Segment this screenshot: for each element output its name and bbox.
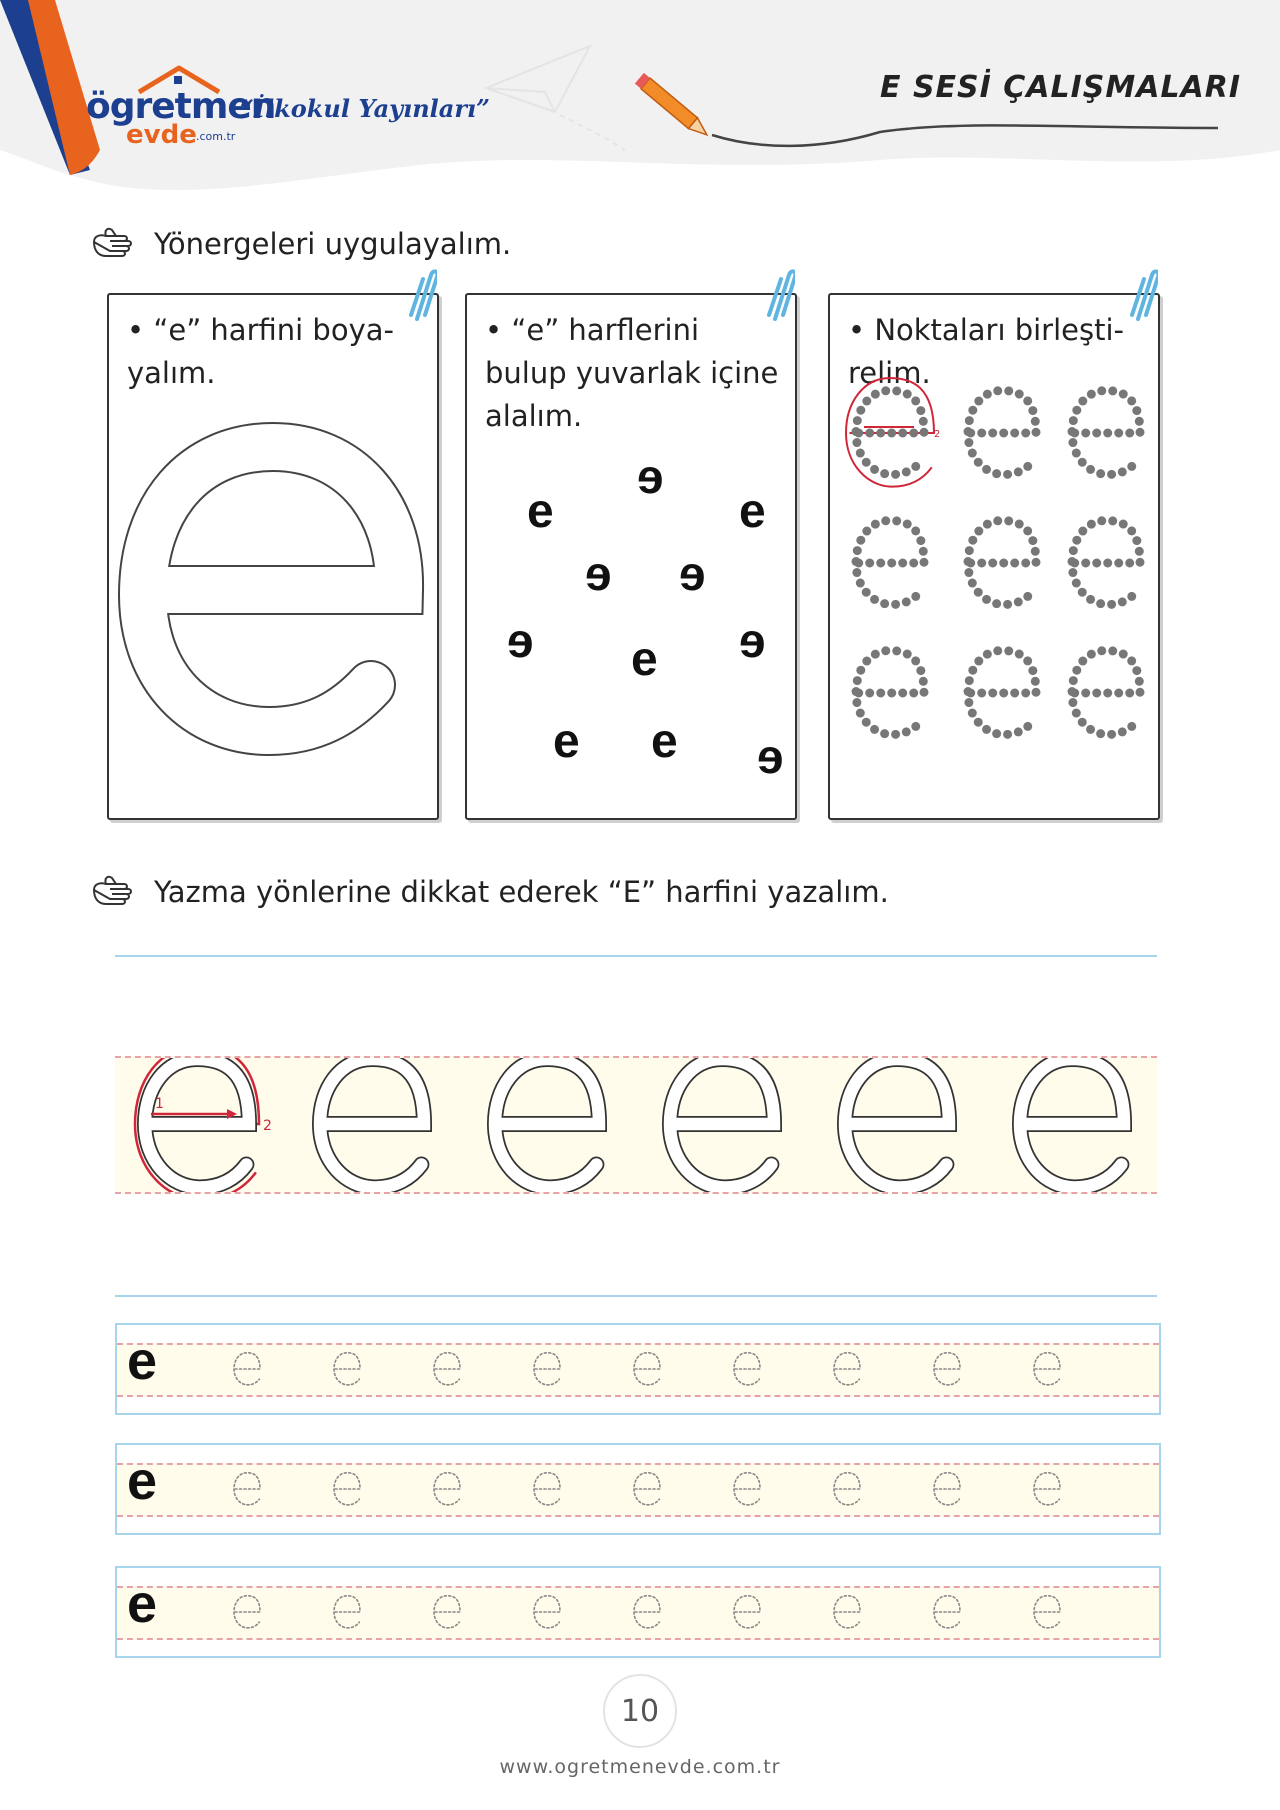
instruction-2-text: Yazma yönlerine dikkat ederek “E” harfini yazalım. [154,875,889,909]
logo [86,70,490,160]
page-title: E SESİ ÇALIŞMALARI [880,70,1242,105]
letter-e-mirrored[interactable]: ɘ [507,615,534,668]
trace-band [115,1056,1157,1194]
big-letter-e-outline[interactable] [109,295,437,818]
dotted-letter-e[interactable] [968,651,1036,735]
dotted-trace-e[interactable] [334,1596,360,1628]
letter-e-mirrored[interactable]: ɘ [679,548,706,601]
dotted-letter-e[interactable] [968,521,1036,605]
practice-row-1[interactable] [115,1323,1161,1415]
letter-e-target[interactable]: e [527,485,554,538]
dotted-trace-e[interactable] [834,1473,860,1505]
logo-sub: evde [126,120,197,150]
page-number: 10 [603,1674,677,1748]
dotted-trace-letters[interactable] [117,1325,1159,1413]
letter-e-mirrored[interactable]: ɘ [757,731,784,784]
model-letter: e [127,1574,158,1634]
card-color-letter [107,293,439,820]
logo-domain: .com.tr [196,130,236,143]
guide-line-top [115,955,1157,957]
dotted-trace-e[interactable] [634,1353,660,1385]
outline-letter-e[interactable] [1020,1059,1124,1187]
footer-url: www.ogretmenevde.com.tr [499,1756,781,1778]
model-letter: e [127,1451,158,1511]
paper-clip-icon [767,269,795,321]
card-2-text: • “e” harflerini bulup yuvarlak içine alalım. [485,313,779,433]
outline-letter-e[interactable] [320,1059,424,1187]
logo-tagline: “İlkokul Yayınları” [240,94,490,123]
dotted-trace-e[interactable] [1034,1473,1060,1505]
dotted-trace-letters[interactable] [117,1445,1159,1533]
pointing-hand-icon [90,224,140,264]
practice-row-3[interactable] [115,1566,1161,1658]
dotted-trace-letters[interactable] [117,1568,1159,1656]
practice-row-2[interactable] [115,1443,1161,1535]
model-letter: e [127,1331,158,1391]
dotted-letter-e[interactable] [1072,521,1140,605]
letter-e-mirrored[interactable]: ɘ [637,451,664,504]
dotted-trace-e[interactable] [434,1353,460,1385]
dotted-letter-e[interactable] [856,521,924,605]
instruction-1 [90,224,511,264]
dotted-letters-grid[interactable] [830,295,1158,818]
outline-letter-e[interactable] [495,1059,599,1187]
stroke-number: 1 [155,1096,164,1112]
dotted-letter-e[interactable] [968,391,1036,475]
letter-e-mirrored[interactable]: ɘ [739,615,766,668]
dotted-trace-e[interactable] [634,1596,660,1628]
dotted-trace-e[interactable] [234,1473,260,1505]
stroke-number: 2 [934,429,941,440]
dotted-trace-e[interactable] [234,1596,260,1628]
letter-e-target[interactable]: e [651,715,678,768]
card-connect-dots [828,293,1160,820]
letter-e-target[interactable]: e [739,485,766,538]
letter-e-target[interactable]: e [631,633,658,686]
dotted-trace-e[interactable] [934,1473,960,1505]
card-find-letters [465,293,797,820]
card-3-text: • Noktaları birleşti- relim. [848,313,1125,390]
dotted-trace-e[interactable] [234,1353,260,1385]
dotted-trace-e[interactable] [734,1473,760,1505]
letter-e-mirrored[interactable]: ɘ [585,548,612,601]
dotted-trace-e[interactable] [734,1596,760,1628]
guide-line-bottom [115,1295,1157,1297]
dotted-trace-e[interactable] [334,1353,360,1385]
dotted-trace-e[interactable] [434,1473,460,1505]
outline-letters-row[interactable] [115,1058,1157,1192]
dotted-trace-e[interactable] [534,1353,560,1385]
letter-e-target[interactable]: e [553,715,580,768]
outline-letter-e[interactable] [845,1059,949,1187]
dotted-letter-e[interactable] [846,378,940,487]
dotted-letter-e[interactable] [1072,391,1140,475]
outline-letter-e[interactable] [135,1058,272,1192]
dotted-trace-e[interactable] [634,1473,660,1505]
dotted-trace-e[interactable] [1034,1596,1060,1628]
dotted-trace-e[interactable] [534,1473,560,1505]
stroke-number: 2 [263,1118,272,1134]
dotted-trace-e[interactable] [434,1596,460,1628]
outline-letter-e[interactable] [670,1059,774,1187]
dotted-trace-e[interactable] [534,1596,560,1628]
dotted-trace-e[interactable] [1034,1353,1060,1385]
instruction-2 [90,872,889,912]
dotted-trace-e[interactable] [934,1596,960,1628]
dotted-trace-e[interactable] [834,1596,860,1628]
dotted-trace-e[interactable] [934,1353,960,1385]
instruction-1-text: Yönergeleri uygulayalım. [154,227,512,261]
dotted-letter-e[interactable] [1072,651,1140,735]
card-1-text: • “e” harfini boya- yalım. [127,313,394,390]
dotted-trace-e[interactable] [834,1353,860,1385]
pointing-hand-icon [90,872,140,912]
dotted-trace-e[interactable] [334,1473,360,1505]
dotted-letter-e[interactable] [856,651,924,735]
dotted-trace-e[interactable] [734,1353,760,1385]
logo-word: ögretmen [86,86,276,127]
